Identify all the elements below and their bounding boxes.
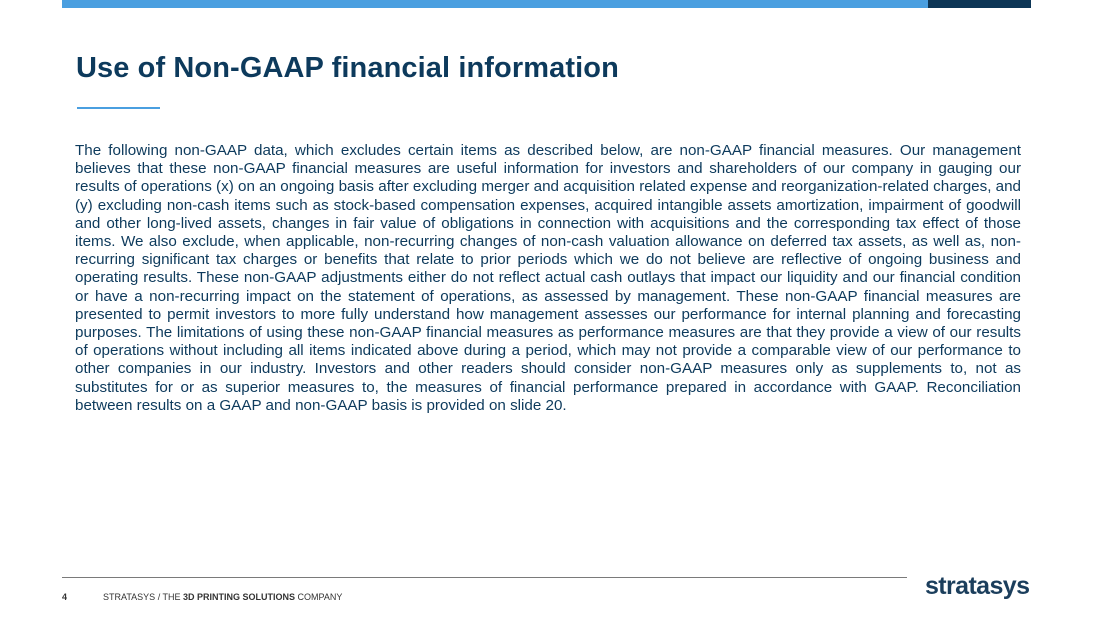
page-number: 4 bbox=[62, 592, 68, 602]
footer-tagline-bold: 3D PRINTING SOLUTIONS bbox=[183, 592, 296, 602]
footer-company: STRATASYS bbox=[103, 592, 156, 602]
footer-tagline-end: COMPANY bbox=[295, 592, 343, 602]
footer-separator: / THE bbox=[155, 592, 184, 602]
title-underline bbox=[77, 107, 160, 109]
slide-title: Use of Non-GAAP financial information bbox=[76, 52, 619, 84]
footer-divider bbox=[62, 577, 907, 578]
body-paragraph: The following non-GAAP data, which excludes certain items as described below, are non-GAAP financial measures. Our management believes that these non-GAAP financial measures are useful information for investors and shareholders of our company in gauging our results of operations (x) on an ongoing basis after excluding merger and acquisition related expense and reorganization-related charges, and (y) excluding non-cash items such as stock-based compensation expenses, acquired intangible assets amortization, impairment of goodwill and other long-lived assets, changes in fair value of obligations in connection with acquisitions and the corresponding tax effect of those items. We also exclude, when applicable, non-recurring changes of non-cash valuation allowance on deferred tax assets, as well as, non-recurring significant tax charges or benefits that relate to prior periods which we do not believe are reflective of ongoing business and operating results. These non-GAAP adjustments either do not reflect actual cash outlays that impact our liquidity and our financial condition or have a non-recurring impact on the statement of operations, as assessed by management. These non-GAAP financial measures are presented to permit investors to more fully understand how management assesses our performance for internal planning and forecasting purposes. The limitations of using these non-GAAP financial measures as performance measures are that they provide a view of our results of operations without including all items indicated above during a period, which may not provide a comparable view of our performance to other companies in our industry. Investors and other readers should consider non-GAAP measures only as supplements to, not as substitutes for or as superior measures to, the measures of financial performance prepared in accordance with GAAP. Reconciliation between results on a GAAP and non-GAAP basis is provided on slide 20. bbox=[75, 142, 1021, 414]
stratasys-logo: stratasys bbox=[925, 572, 1030, 600]
footer-tagline bbox=[103, 592, 342, 602]
header-accent-bar-dark bbox=[928, 0, 1031, 8]
header-accent-bar bbox=[62, 0, 928, 8]
